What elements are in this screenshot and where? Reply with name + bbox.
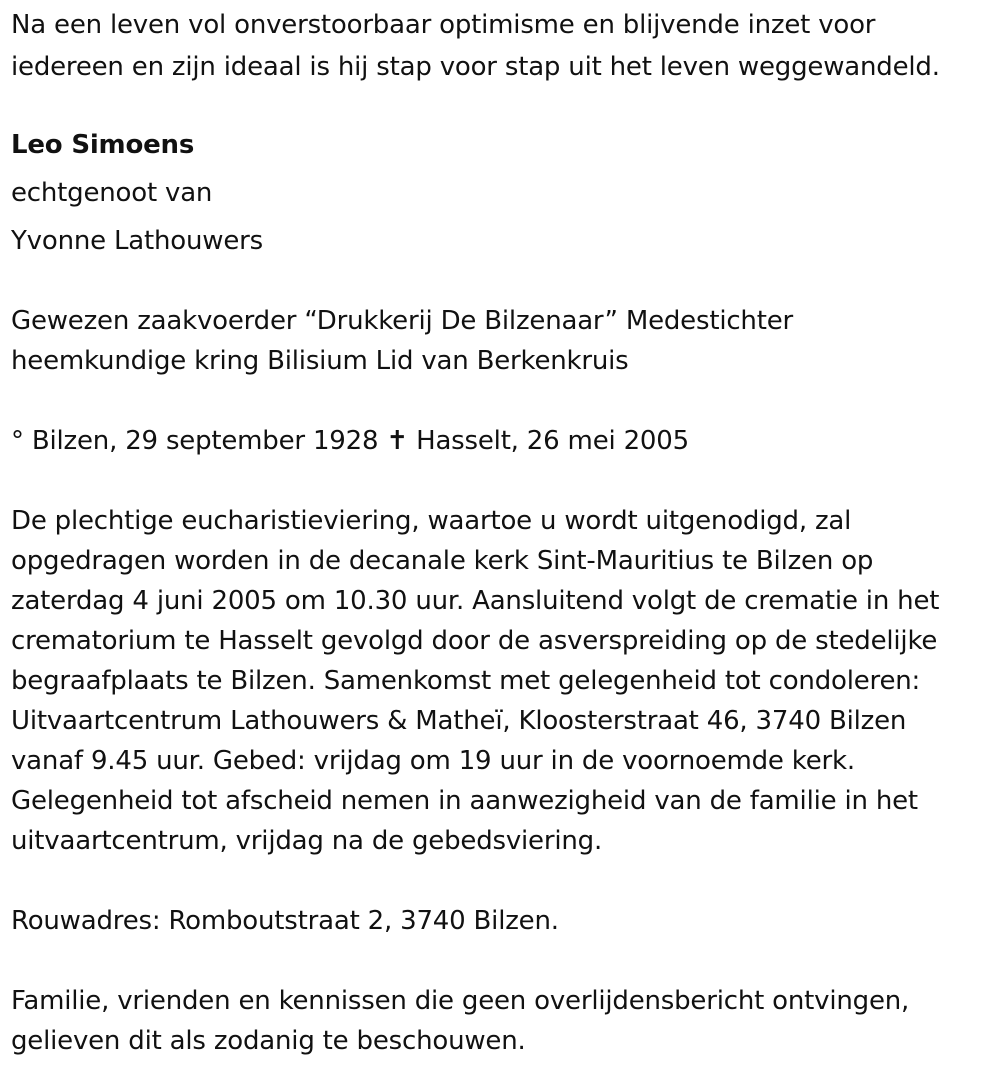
service-line: crematorium te Hasselt gevolgd door de asverspreiding op de stedelijke: [11, 626, 938, 656]
birth-date: ° Bilzen, 29 september 1928: [11, 426, 379, 456]
cross-icon: ✝: [386, 426, 409, 456]
spouse-name: Yvonne Lathouwers: [11, 226, 263, 256]
roles-line-1: Gewezen zaakvoerder “Drukkerij De Bilzenaar” Medestichter: [11, 306, 793, 336]
deceased-name: Leo Simoens: [11, 130, 195, 160]
mourning-address: Rouwadres: Romboutstraat 2, 3740 Bilzen.: [11, 906, 559, 936]
intro-line-1: Na een leven vol onverstoorbaar optimisme en blijvende inzet voor: [11, 10, 876, 40]
service-line: begraafplaats te Bilzen. Samenkomst met gelegenheid tot condoleren:: [11, 666, 921, 696]
service-line: De plechtige eucharistieviering, waartoe u wordt uitgenodigd, zal: [11, 506, 852, 536]
service-line: uitvaartcentrum, vrijdag na de gebedsviering.: [11, 826, 603, 856]
life-dates: [11, 421, 689, 461]
service-line: vanaf 9.45 uur. Gebed: vrijdag om 19 uur in de voornoemde kerk.: [11, 746, 855, 776]
relation-text: echtgenoot van: [11, 178, 213, 208]
service-line: Gelegenheid tot afscheid nemen in aanwezigheid van de familie in het: [11, 786, 918, 816]
death-date: Hasselt, 26 mei 2005: [416, 426, 689, 456]
service-line: opgedragen worden in de decanale kerk Sint-Mauritius te Bilzen op: [11, 546, 874, 576]
intro-line-2: iedereen en zijn ideaal is hij stap voor stap uit het leven weggewandeld.: [11, 52, 940, 82]
service-line: zaterdag 4 juni 2005 om 10.30 uur. Aansluitend volgt de crematie in het: [11, 586, 940, 616]
roles-line-2: heemkundige kring Bilisium Lid van Berkenkruis: [11, 346, 629, 376]
closing-line-2: gelieven dit als zodanig te beschouwen.: [11, 1026, 526, 1056]
service-line: Uitvaartcentrum Lathouwers & Matheï, Kloosterstraat 46, 3740 Bilzen: [11, 706, 907, 736]
closing-line-1: Familie, vrienden en kennissen die geen overlijdensbericht ontvingen,: [11, 986, 910, 1016]
